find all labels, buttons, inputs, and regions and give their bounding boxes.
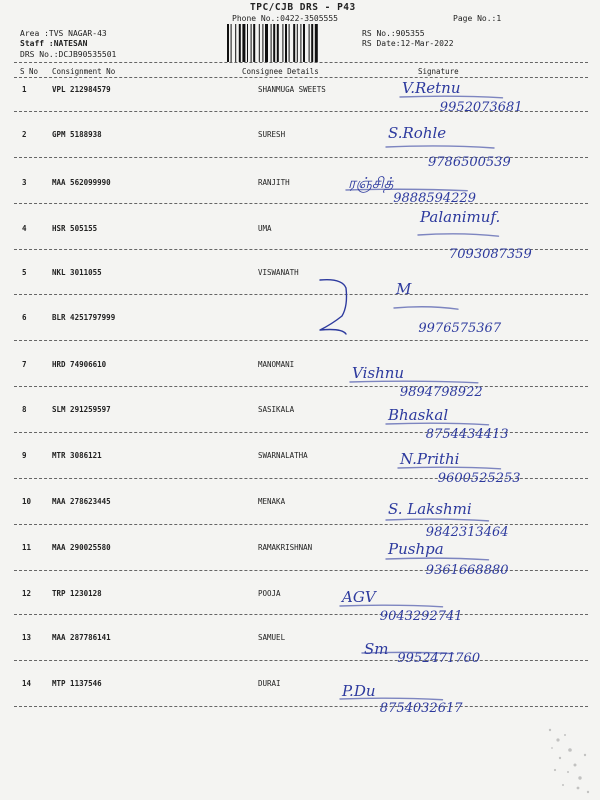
row-serial-number: 11 <box>22 543 32 552</box>
signature-name: ரஞ்சித் <box>348 174 394 192</box>
row-consignment-number: MTR 3086121 <box>52 451 102 460</box>
handwritten-signature <box>398 77 588 117</box>
handwritten-signature <box>384 122 584 172</box>
row-serial-number: 6 <box>22 313 27 322</box>
row-consignment-number: NKL 3011055 <box>52 268 102 277</box>
row-serial-number: 13 <box>22 633 32 642</box>
row-consignment-number: HSR 505155 <box>52 224 98 233</box>
handwritten-signature <box>384 498 574 542</box>
row-consignment-number: MAA 278623445 <box>52 497 111 506</box>
row-consignee-name: UMA <box>258 224 272 233</box>
handwritten-signature <box>348 362 584 402</box>
row-serial-number: 14 <box>22 679 32 688</box>
signature-name: P.Du <box>342 682 376 700</box>
row-consignee-name: MENAKA <box>258 497 286 506</box>
signature-phone: 9361668880 <box>425 563 509 578</box>
row-serial-number: 10 <box>22 497 32 506</box>
column-header-consignee: Consignee Details <box>242 67 319 76</box>
handwritten-signature <box>338 680 528 718</box>
row-consignment-number: GPM 5188938 <box>52 130 102 139</box>
divider-line <box>14 62 588 63</box>
row-consignee-name: RAMAKRISHNAN <box>258 543 313 552</box>
row-serial-number: 4 <box>22 224 27 233</box>
column-header-signature: Signature <box>418 67 459 76</box>
row-consignee-name: SASIKALA <box>258 405 295 414</box>
rs-date: RS Date:12-Mar-2022 <box>362 39 454 48</box>
row-serial-number: 12 <box>22 589 32 598</box>
divider-line <box>14 340 588 341</box>
signature-phone: 8754032617 <box>379 701 463 716</box>
row-consignee-name: SWARNALATHA <box>258 451 308 460</box>
row-serial-number: 1 <box>22 85 27 94</box>
row-consignment-number: VPL 212984579 <box>52 85 111 94</box>
row-serial-number: 8 <box>22 405 27 414</box>
signature-phone: 9952471760 <box>397 651 481 666</box>
signature-name: N.Prithi <box>400 450 460 468</box>
handwritten-signature <box>360 638 530 668</box>
signature-name: Vishnu <box>352 364 405 382</box>
row-consignee-name: DURAI <box>258 679 281 688</box>
signature-name: V.Retnu <box>402 79 461 97</box>
row-consignment-number: MAA 562099990 <box>52 178 111 187</box>
signature-phone: 9976575367 <box>418 321 502 336</box>
signature-phone: 7093087359 <box>449 247 532 262</box>
row-consignee-name: MANOMANI <box>258 360 295 369</box>
signature-name: M <box>396 280 412 298</box>
row-serial-number: 2 <box>22 130 27 139</box>
signature-phone: 9894798922 <box>399 385 483 400</box>
row-consignee-name: SURESH <box>258 130 286 139</box>
row-serial-number: 3 <box>22 178 27 187</box>
barcode-image <box>227 24 355 62</box>
row-consignee-name: POOJA <box>258 589 281 598</box>
bracket-mark <box>312 276 372 346</box>
handwritten-signature <box>344 172 568 208</box>
staff-label: Staff :NATESAN <box>20 39 88 48</box>
row-consignment-number: MTP 1137546 <box>52 679 102 688</box>
column-header-sno: S No <box>20 67 39 76</box>
row-consignee-name: RANJITH <box>258 178 290 187</box>
row-consignee-name: SAMUEL <box>258 633 286 642</box>
area-label: Area :TVS NAGAR-43 <box>20 29 107 38</box>
signature-phone: 9842313464 <box>425 525 509 540</box>
rs-number: RS No.:905355 <box>362 29 425 38</box>
handwritten-signature <box>384 538 574 580</box>
signature-name: Pushpa <box>388 540 444 558</box>
handwritten-signature <box>396 448 586 488</box>
row-consignment-number: SLM 291259597 <box>52 405 111 414</box>
handwritten-signature <box>392 278 512 338</box>
column-header-consignment: Consignment No <box>52 67 116 76</box>
row-consignment-number: MAA 287786141 <box>52 633 111 642</box>
signature-name: Bhaskal <box>388 406 449 424</box>
row-consignment-number: TRP 1230128 <box>52 589 102 598</box>
signature-phone: 9952073681 <box>439 100 523 115</box>
row-consignment-number: MAA 290025580 <box>52 543 111 552</box>
signature-phone: 9888594229 <box>393 191 476 206</box>
signature-phone: 9600525253 <box>437 471 521 486</box>
row-consignment-number: BLR 4251797999 <box>52 313 116 322</box>
row-serial-number: 5 <box>22 268 27 277</box>
row-serial-number: 7 <box>22 360 27 369</box>
handwritten-signature <box>384 404 574 444</box>
row-consignee-name: SHANMUGA SWEETS <box>258 85 326 94</box>
row-consignee-name: VISWANATH <box>258 268 299 277</box>
row-consignment-number: HRD 74906610 <box>52 360 107 369</box>
row-serial-number: 9 <box>22 451 27 460</box>
signature-phone: 8754434413 <box>425 427 509 442</box>
paper-stain <box>530 710 600 800</box>
signature-name: AGV <box>342 588 376 606</box>
handwritten-signature <box>338 586 528 626</box>
signature-name: Palanimuf. <box>420 208 501 226</box>
drs-number: DRS No.:DCJB90535501 <box>20 50 117 59</box>
page-number: Page No.:1 <box>453 14 502 23</box>
signature-phone: 9043292741 <box>379 609 463 624</box>
phone-number: Phone No.:0422-3505555 <box>232 14 338 23</box>
handwritten-signature <box>416 206 566 264</box>
signature-name: Sm <box>364 640 389 658</box>
document-title: TPC/CJB DRS - P43 <box>250 2 356 13</box>
signature-phone: 9786500539 <box>428 155 511 170</box>
signature-name: S. Lakshmi <box>388 500 472 518</box>
signature-name: S.Rohle <box>388 124 447 142</box>
